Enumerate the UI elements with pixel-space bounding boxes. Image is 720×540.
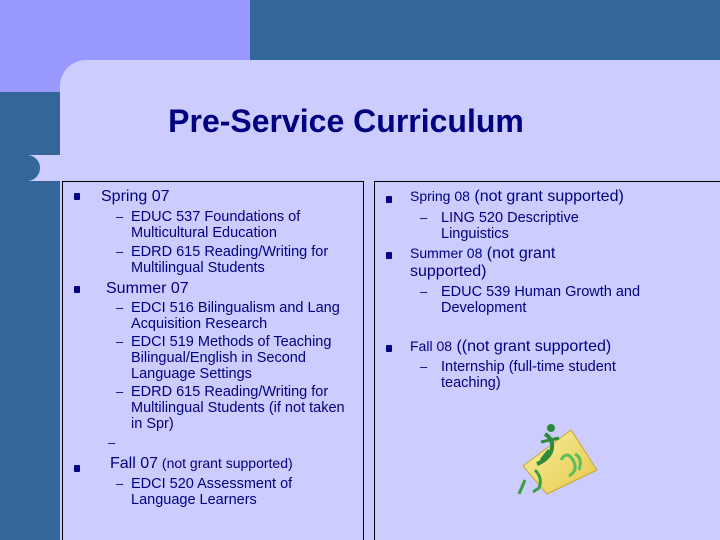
dash-icon: –: [116, 209, 124, 224]
page-title: Pre-Service Curriculum: [168, 103, 524, 139]
dash-icon: –: [116, 476, 124, 491]
title-divider-bar: [0, 155, 600, 181]
dash-icon: –: [108, 435, 116, 450]
bullet-icon: [386, 196, 392, 203]
section-heading-summer-08: Summer 08 (not grant supported): [410, 245, 556, 280]
figures-logo-icon: [515, 420, 599, 496]
dash-icon: –: [116, 244, 124, 259]
course-item: LING 520 Descriptive Linguistics: [441, 210, 579, 242]
section-heading-summer-07: Summer 07: [106, 280, 189, 297]
section-heading-fall-07: Fall 07 (not grant supported): [110, 455, 293, 472]
dash-icon: –: [116, 300, 124, 315]
course-item: EDRD 615 Reading/Writing for Multilingual Students: [131, 244, 329, 276]
course-item: EDRD 615 Reading/Writing for Multilingual Students (if not taken in Spr): [131, 384, 345, 432]
bullet-icon: [386, 345, 392, 352]
bullet-icon: [74, 286, 80, 293]
bullet-icon: [74, 465, 80, 472]
course-item: EDUC 537 Foundations of Multicultural Education: [131, 209, 301, 241]
course-item: EDUC 539 Human Growth and Development: [441, 284, 641, 316]
course-item: EDCI 519 Methods of Teaching Bilingual/English in Second Language Settings: [131, 334, 332, 382]
section-heading-fall-08: Fall 08 ((not grant supported): [410, 338, 612, 355]
dash-icon: –: [420, 359, 428, 374]
title-divider-cap: [0, 155, 40, 181]
course-item: EDCI 516 Bilingualism and Lang Acquisition Research: [131, 300, 340, 332]
dash-icon: –: [420, 210, 428, 225]
course-item: Internship (full-time student teaching): [441, 359, 616, 391]
dash-icon: –: [116, 384, 124, 399]
dash-icon: –: [420, 284, 428, 299]
section-heading-spring-08: Spring 08 (not grant supported): [410, 188, 624, 205]
section-heading-spring-07: Spring 07: [101, 188, 170, 205]
dash-icon: –: [116, 334, 124, 349]
course-item: EDCI 520 Assessment of Language Learners: [131, 476, 293, 508]
bullet-icon: [74, 193, 80, 200]
bullet-icon: [386, 252, 392, 259]
